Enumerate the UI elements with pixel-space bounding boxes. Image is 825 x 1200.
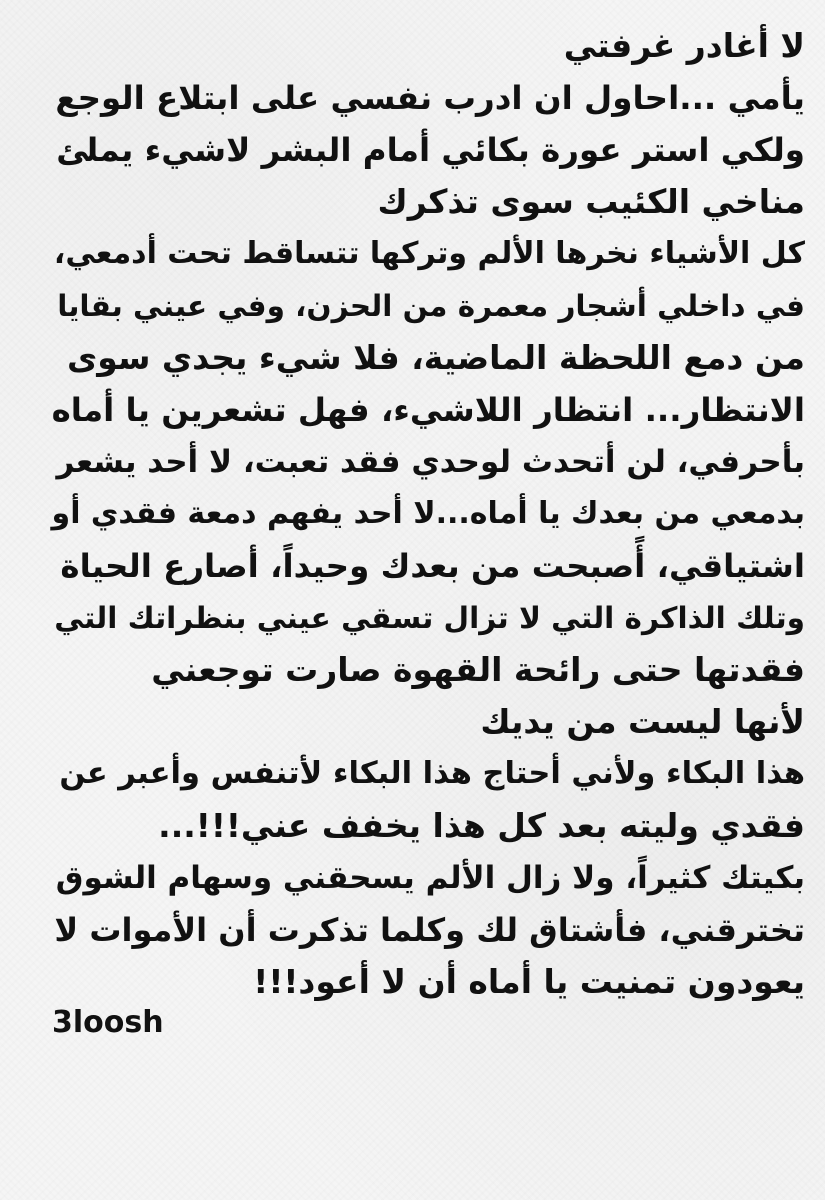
note-line: في داخلي أشجار معمرة من الحزن، وفي عيني بقايا — [57, 289, 805, 323]
note-line: ولكي استر عورة بكائي أمام البشر لاشيء يملئ — [56, 131, 805, 169]
note-line: الانتظار... انتظار اللاشيء، فهل تشعرين يا أماه — [51, 391, 805, 429]
note-line: اشتياقي، أًصبحت من بعدك وحيداً، أصارع الحياة — [60, 547, 805, 585]
note-line: تخترقني، فأشتاق لك وكلما تذكرت أن الأموات لا — [54, 911, 805, 949]
note-line: مناخي الكئيب سوى تذكرك — [377, 182, 805, 221]
note-line: لا أغادر غرفتي — [563, 26, 805, 65]
note-line: لأنها ليست من يديك — [480, 702, 805, 741]
note-line: وتلك الذاكرة التي لا تزال تسقي عيني بنظراتك التي — [54, 601, 805, 635]
note-line: من دمع اللحظة الماضية، فلا شيء يجدي سوى — [67, 338, 805, 377]
note-line: كل الأشياء نخرها الألم وتركها تتساقط تحت أدمعي، — [53, 236, 805, 271]
note-line: هذا البكاء ولأني أحتاج هذا البكاء لأتنفس وأعبر عن — [59, 756, 805, 791]
note-body — [52, 20, 805, 1008]
note-line: فقدي وليته بعد كل هذا يخفف عني!!!... — [158, 806, 805, 845]
note-line: بكيتك كثيراً، ولا زال الألم يسحقني وسهام الشوق — [55, 860, 805, 896]
signature: 3loosh — [52, 1005, 164, 1040]
note-line: يعودون تمنيت يا أماه أن لا أعود!!! — [253, 962, 805, 1001]
note-line: بأحرفي، لن أتحدث لوحدي فقد تعبت، لا أحد يشعر — [56, 444, 805, 480]
note-line: بدمعي من بعدك يا أماه...لا أحد يفهم دمعة فقدي أو — [51, 496, 805, 531]
note-line: فقدتها حتى رائحة القهوة صارت توجعني — [151, 650, 805, 689]
note-line: يأمي ...احاول ان ادرب نفسي على ابتلاع الوجع — [55, 79, 805, 117]
